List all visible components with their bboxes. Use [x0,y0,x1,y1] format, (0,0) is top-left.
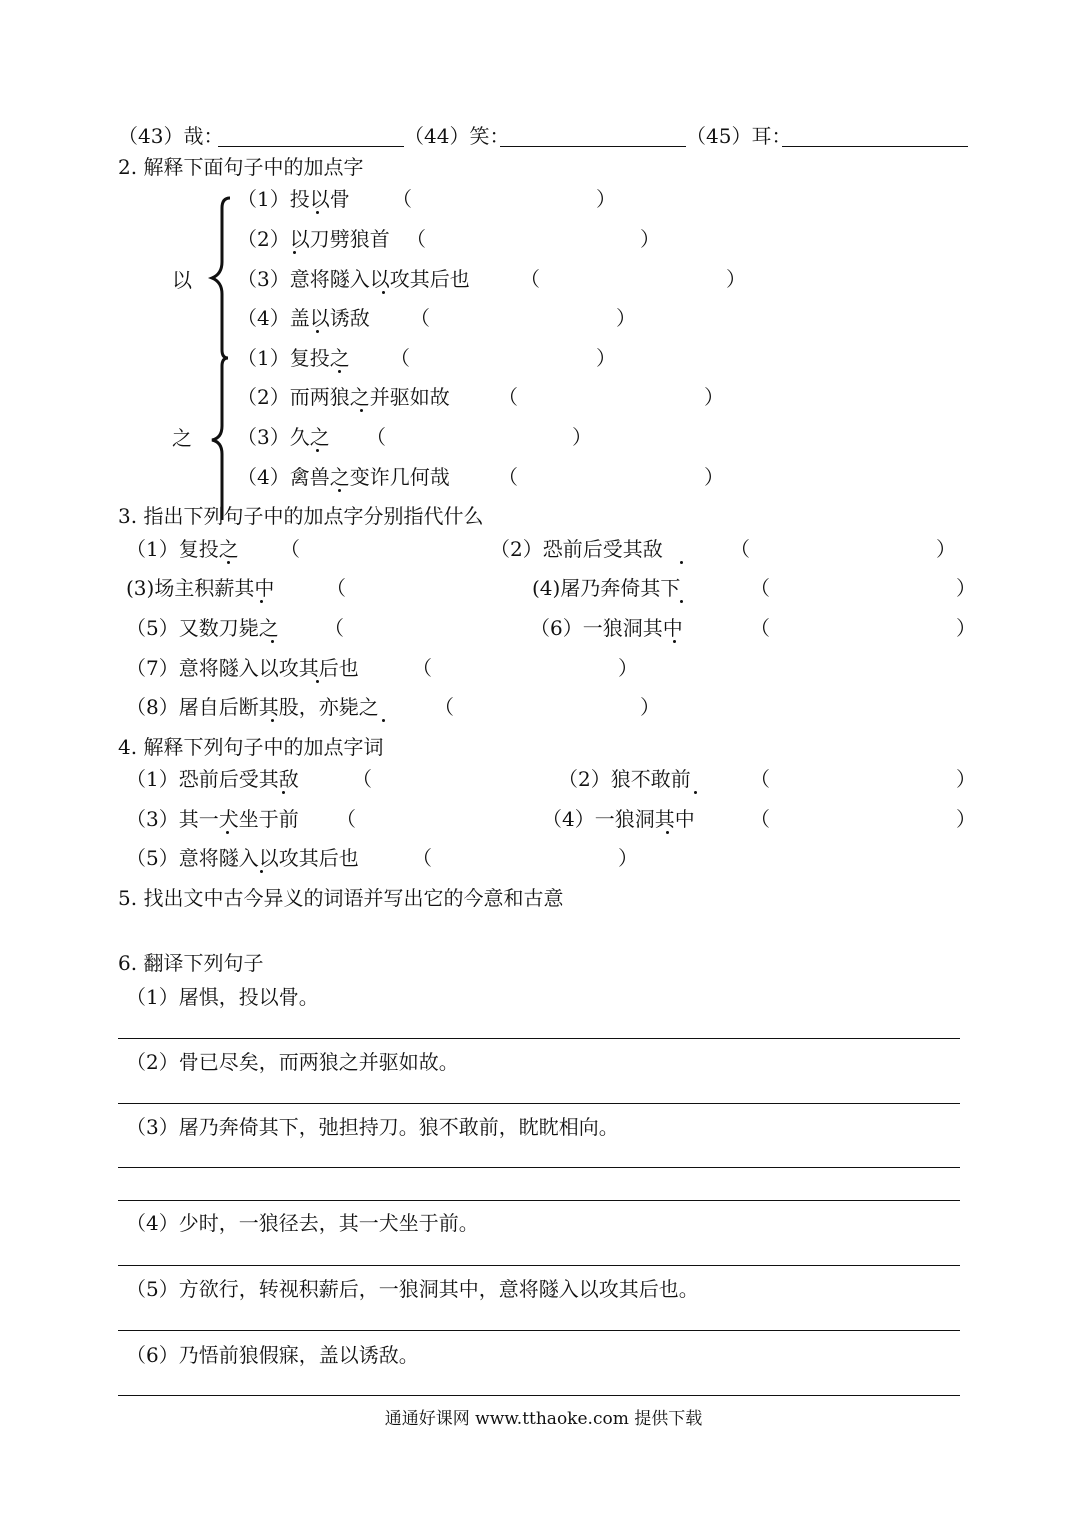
answer-paren-open: （ [324,616,344,640]
item-45-blank[interactable] [782,146,968,147]
emphasis-dot [316,330,319,333]
emphasis-dot [360,409,363,412]
emphasis-dot [293,251,296,254]
zhi-item-2: （2）而两狼之并驱如故 [237,385,450,409]
answer-paren-open: （ [520,267,540,291]
item-44-blank[interactable] [500,146,686,147]
yi-label: 以 [172,268,192,292]
q3-item-1: （1）复投之 [126,537,239,561]
emphasis-dot [666,831,669,834]
q6-item-3: （3）屠乃奔倚其下，弛担持刀。狼不敢前，眈眈相向。 [126,1115,619,1139]
q2-heading: 2. 解释下面句子中的加点字 [118,155,364,179]
q4-item-3: （3）其一犬坐于前 [126,807,299,831]
emphasis-dot [694,791,697,794]
answer-line[interactable] [118,1395,960,1396]
answer-paren-open: （ [406,227,426,251]
answer-paren-open: （ [750,616,770,640]
emphasis-dot [680,561,683,564]
item-43-blank[interactable] [218,146,404,147]
answer-line[interactable] [118,1265,960,1266]
emphasis-dot [316,680,319,683]
answer-line[interactable] [118,1167,960,1168]
answer-paren-close: ） [726,267,746,291]
answer-paren-close: ） [956,576,976,600]
answer-line[interactable] [118,1038,960,1039]
emphasis-dot [260,600,263,603]
answer-paren-open: （ [366,425,386,449]
item-43-label: （43）哉： [118,124,224,148]
q4-item-4: （4）一狼洞其中 [542,807,695,831]
answer-line[interactable] [118,1103,960,1104]
q3-item-7: （7）意将隧入以攻其后也 [126,656,359,680]
emphasis-dot [316,449,319,452]
q6-item-5: （5）方欲行，转视积薪后，一狼洞其中，意将隧入以攻其后也。 [126,1277,699,1301]
emphasis-dot [680,600,683,603]
answer-paren-close: ） [640,695,660,719]
emphasis-dot [260,870,263,873]
q6-item-2: （2）骨已尽矣，而两狼之并驱如故。 [126,1050,459,1074]
answer-line[interactable] [118,1330,960,1331]
yi-item-2: （2）以刀劈狼首 [237,227,390,251]
answer-paren-open: （ [498,465,518,489]
page-footer: 通通好课网 www.tthaoke.com 提供下载 [384,1409,703,1429]
answer-paren-open: （ [352,767,372,791]
answer-paren-close: ） [616,306,636,330]
emphasis-dot [382,291,385,294]
answer-paren-close: ） [618,846,638,870]
answer-paren-open: （ [280,537,300,561]
emphasis-dot [271,640,274,643]
yi-item-4: （4）盖以诱敌 [237,306,370,330]
emphasis-dot [271,719,274,722]
answer-paren-close: ） [618,656,638,680]
answer-paren-open: （ [336,807,356,831]
answer-paren-open: （ [434,695,454,719]
emphasis-dot [226,831,229,834]
q6-heading: 6. 翻译下列句子 [118,951,264,975]
q4-heading: 4. 解释下列句子中的加点字词 [118,735,384,759]
answer-paren-close: ） [704,385,724,409]
zhi-item-3: （3）久之 [237,425,330,449]
answer-paren-open: （ [730,537,750,561]
answer-paren-close: ） [572,425,592,449]
emphasis-dot [673,640,676,643]
item-45-label: （45）耳： [686,124,792,148]
emphasis-dot [282,791,285,794]
answer-paren-close: ） [956,767,976,791]
q3-item-3: (3)场主积薪其中 [126,576,275,600]
answer-paren-close: ） [596,346,616,370]
answer-paren-close: ） [936,537,956,561]
answer-paren-open: （ [410,306,430,330]
q5-heading: 5. 找出文中古今异义的词语并写出它的今意和古意 [118,886,564,910]
answer-paren-close: ） [704,465,724,489]
yi-item-3: （3）意将隧入以攻其后也 [237,267,470,291]
q3-item-4: (4)屠乃奔倚其下 [532,576,681,600]
answer-paren-open: （ [392,187,412,211]
q4-item-1: （1）恐前后受其敌 [126,767,299,791]
emphasis-dot [316,211,319,214]
answer-paren-open: （ [750,576,770,600]
answer-paren-close: ） [956,616,976,640]
q4-item-2: （2）狼不敢前 [558,767,691,791]
q6-item-1: （1）屠惧，投以骨。 [126,985,319,1009]
emphasis-dot [382,719,385,722]
answer-paren-open: （ [750,767,770,791]
answer-paren-open: （ [326,576,346,600]
q3-heading: 3. 指出下列句子中的加点字分别指代什么 [118,504,484,528]
answer-paren-close: ） [956,807,976,831]
answer-paren-open: （ [750,807,770,831]
q3-item-5: （5）又数刀毙之 [126,616,279,640]
answer-line[interactable] [118,1200,960,1201]
zhi-item-1: （1）复投之 [237,346,350,370]
answer-paren-close: ） [596,187,616,211]
item-44-label: （44）笑： [404,124,510,148]
emphasis-dot [227,561,230,564]
q3-item-6: （6）一狼洞其中 [530,616,683,640]
brace-bracket [200,190,240,526]
emphasis-dot [338,370,341,373]
zhi-label: 之 [172,426,192,450]
q4-item-5: （5）意将隧入以攻其后也 [126,846,359,870]
answer-paren-open: （ [498,385,518,409]
answer-paren-open: （ [390,346,410,370]
q3-item-8: （8）屠自后断其股，亦毙之 [126,695,379,719]
q6-item-4: （4）少时，一狼径去，其一犬坐于前。 [126,1211,479,1235]
answer-paren-open: （ [412,846,432,870]
q6-item-6: （6）乃悟前狼假寐，盖以诱敌。 [126,1343,419,1367]
answer-paren-close: ） [640,227,660,251]
answer-paren-open: （ [412,656,432,680]
yi-item-1: （1）投以骨 [237,187,350,211]
zhi-item-4: （4）禽兽之变诈几何哉 [237,465,450,489]
q3-item-2: （2）恐前后受其敌 [490,537,663,561]
emphasis-dot [338,489,341,492]
